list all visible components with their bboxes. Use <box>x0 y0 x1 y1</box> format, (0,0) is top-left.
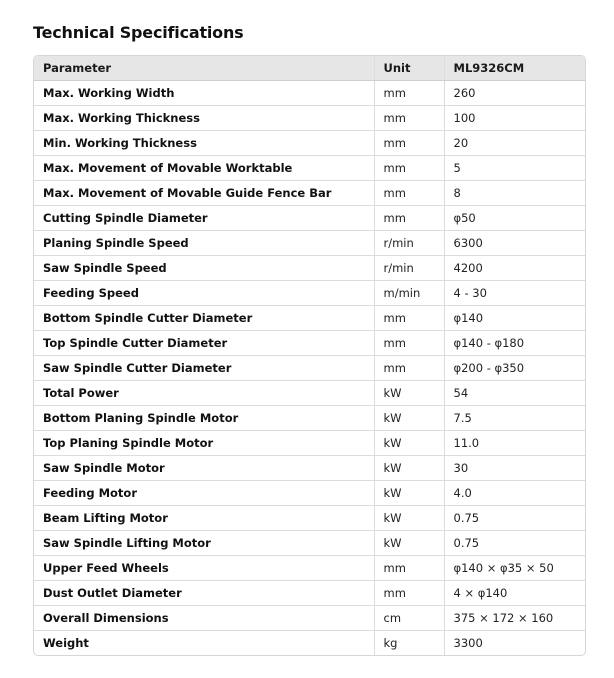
row-value: 3300 <box>444 631 585 656</box>
row-value: φ200 - φ350 <box>444 356 585 381</box>
row-value: 100 <box>444 106 585 131</box>
table-row <box>34 306 585 331</box>
table-row <box>34 631 585 656</box>
row-unit: kW <box>374 431 444 456</box>
row-unit: r/min <box>374 231 444 256</box>
row-value: 54 <box>444 381 585 406</box>
row-unit: cm <box>374 606 444 631</box>
row-parameter: Min. Working Thickness <box>34 131 374 156</box>
table-row <box>34 581 585 606</box>
table-row <box>34 556 585 581</box>
row-unit: kW <box>374 381 444 406</box>
row-value: 4 - 30 <box>444 281 585 306</box>
row-value: φ140 - φ180 <box>444 331 585 356</box>
row-parameter: Bottom Planing Spindle Motor <box>34 406 374 431</box>
row-unit: mm <box>374 131 444 156</box>
row-parameter: Feeding Motor <box>34 481 374 506</box>
row-unit: mm <box>374 206 444 231</box>
page-title: Technical Specifications <box>33 23 244 42</box>
row-unit: mm <box>374 581 444 606</box>
row-unit: mm <box>374 556 444 581</box>
table-row <box>34 606 585 631</box>
table-row <box>34 181 585 206</box>
table-row <box>34 81 585 106</box>
row-parameter: Beam Lifting Motor <box>34 506 374 531</box>
row-unit: mm <box>374 156 444 181</box>
spec-table-container <box>33 55 586 656</box>
row-unit: mm <box>374 81 444 106</box>
row-unit: kW <box>374 456 444 481</box>
table-row <box>34 331 585 356</box>
row-value: 4200 <box>444 256 585 281</box>
table-row <box>34 281 585 306</box>
table-body <box>34 81 585 656</box>
table-row <box>34 156 585 181</box>
row-value: 20 <box>444 131 585 156</box>
row-value: φ50 <box>444 206 585 231</box>
table-row <box>34 456 585 481</box>
row-unit: kW <box>374 406 444 431</box>
row-value: 375 × 172 × 160 <box>444 606 585 631</box>
row-parameter: Overall Dimensions <box>34 606 374 631</box>
row-value: 4 × φ140 <box>444 581 585 606</box>
table-row <box>34 506 585 531</box>
spec-table <box>34 56 585 655</box>
row-unit: mm <box>374 356 444 381</box>
table-row <box>34 531 585 556</box>
row-parameter: Dust Outlet Diameter <box>34 581 374 606</box>
row-unit: mm <box>374 106 444 131</box>
row-parameter: Saw Spindle Lifting Motor <box>34 531 374 556</box>
row-value: 6300 <box>444 231 585 256</box>
row-parameter: Saw Spindle Cutter Diameter <box>34 356 374 381</box>
row-value: 30 <box>444 456 585 481</box>
row-parameter: Top Spindle Cutter Diameter <box>34 331 374 356</box>
row-parameter: Max. Working Width <box>34 81 374 106</box>
row-unit: kW <box>374 481 444 506</box>
row-parameter: Max. Movement of Movable Guide Fence Bar <box>34 181 374 206</box>
row-unit: mm <box>374 331 444 356</box>
row-parameter: Saw Spindle Motor <box>34 456 374 481</box>
row-parameter: Planing Spindle Speed <box>34 231 374 256</box>
row-value: 8 <box>444 181 585 206</box>
header-unit: Unit <box>374 56 444 81</box>
row-value: φ140 × φ35 × 50 <box>444 556 585 581</box>
header-parameter: Parameter <box>34 56 374 81</box>
table-row <box>34 406 585 431</box>
table-row <box>34 381 585 406</box>
row-value: 260 <box>444 81 585 106</box>
table-row <box>34 231 585 256</box>
row-value: 0.75 <box>444 531 585 556</box>
row-parameter: Saw Spindle Speed <box>34 256 374 281</box>
row-value: 4.0 <box>444 481 585 506</box>
row-parameter: Total Power <box>34 381 374 406</box>
table-row <box>34 481 585 506</box>
table-row <box>34 256 585 281</box>
table-row <box>34 206 585 231</box>
row-unit: mm <box>374 181 444 206</box>
row-parameter: Upper Feed Wheels <box>34 556 374 581</box>
row-parameter: Max. Movement of Movable Worktable <box>34 156 374 181</box>
row-parameter: Top Planing Spindle Motor <box>34 431 374 456</box>
row-parameter: Bottom Spindle Cutter Diameter <box>34 306 374 331</box>
header-model: ML9326CM <box>444 56 585 81</box>
table-row <box>34 431 585 456</box>
row-value: 0.75 <box>444 506 585 531</box>
row-value: φ140 <box>444 306 585 331</box>
table-header-row <box>34 56 585 81</box>
row-parameter: Feeding Speed <box>34 281 374 306</box>
row-value: 11.0 <box>444 431 585 456</box>
row-parameter: Cutting Spindle Diameter <box>34 206 374 231</box>
table-row <box>34 106 585 131</box>
row-unit: kW <box>374 531 444 556</box>
row-unit: m/min <box>374 281 444 306</box>
row-value: 7.5 <box>444 406 585 431</box>
row-unit: kg <box>374 631 444 656</box>
table-row <box>34 356 585 381</box>
row-value: 5 <box>444 156 585 181</box>
table-row <box>34 131 585 156</box>
row-unit: kW <box>374 506 444 531</box>
row-parameter: Weight <box>43 636 89 650</box>
row-parameter: Max. Working Thickness <box>34 106 374 131</box>
row-unit: r/min <box>374 256 444 281</box>
row-unit: mm <box>374 306 444 331</box>
